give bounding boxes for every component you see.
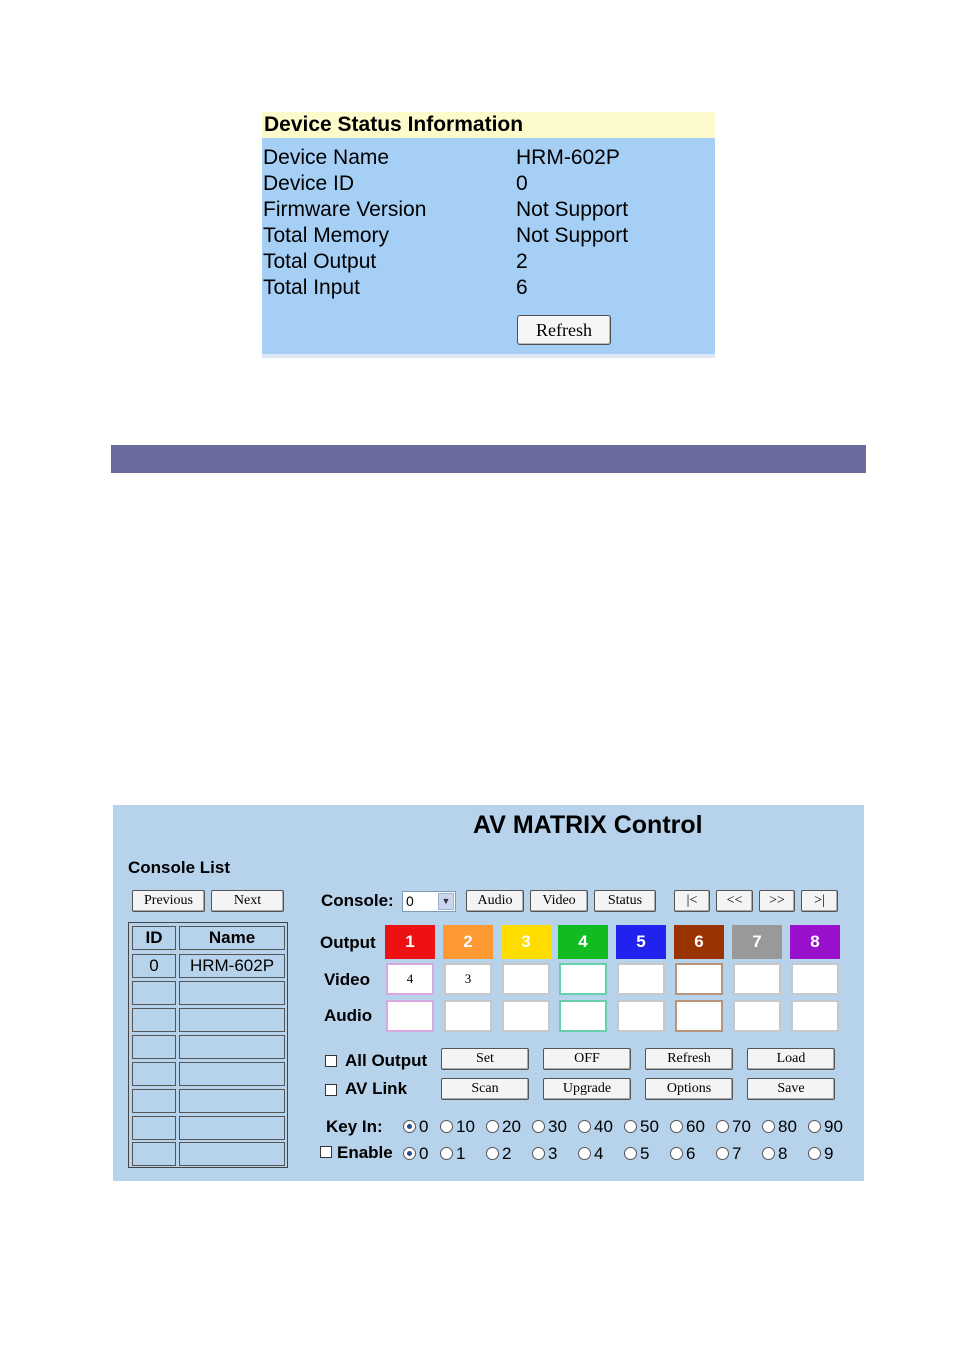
output-8-header[interactable]: 8 (790, 925, 840, 959)
console-row-id[interactable] (132, 981, 176, 1005)
key-in-tens-option: 40 (594, 1117, 613, 1136)
audio-row-label: Audio (324, 1006, 373, 1025)
key-in-tens-radio[interactable] (808, 1120, 821, 1133)
all-output-checkbox[interactable] (325, 1055, 337, 1067)
output-4-header[interactable]: 4 (558, 925, 608, 959)
console-row-id[interactable] (132, 1116, 176, 1140)
console-col-name: Name (179, 926, 285, 950)
key-in-ones-option: 7 (732, 1144, 742, 1163)
status-value: Not Support (516, 198, 629, 221)
key-in-ones-option: 6 (686, 1144, 696, 1163)
key-in-tens-radio[interactable] (624, 1120, 637, 1133)
key-in-ones-radio[interactable] (670, 1147, 683, 1160)
options-button[interactable]: Options (645, 1078, 733, 1100)
key-in-ones-option: 4 (594, 1144, 604, 1163)
console-row-id[interactable] (132, 1008, 176, 1032)
status-value: 0 (516, 172, 528, 195)
key-in-ones-option: 0 (419, 1144, 429, 1163)
console-list-table (128, 922, 288, 1168)
console-select-value: 0 (406, 893, 414, 909)
device-status-title: Device Status Information (262, 112, 715, 138)
key-in-ones-radio[interactable] (624, 1147, 637, 1160)
output-5-audio-input[interactable] (617, 1000, 665, 1032)
output-1-header[interactable]: 1 (385, 925, 435, 959)
chevron-down-icon[interactable]: ▼ (438, 893, 454, 910)
status-button[interactable]: Status (594, 890, 656, 912)
key-in-ones-radio[interactable] (440, 1147, 453, 1160)
enable-checkbox[interactable] (320, 1146, 332, 1158)
key-in-ones-option: 5 (640, 1144, 650, 1163)
console-row-name[interactable] (179, 1142, 285, 1166)
console-row-name[interactable]: HRM-602P (179, 954, 285, 978)
status-footer-line (262, 354, 715, 358)
next-page-button[interactable]: >> (759, 890, 795, 912)
output-4-audio-input[interactable] (559, 1000, 607, 1032)
console-list-title: Console List (128, 858, 231, 877)
key-in-tens-option: 20 (502, 1117, 521, 1136)
console-row-name[interactable] (179, 1008, 285, 1032)
key-in-tens-option: 30 (548, 1117, 567, 1136)
key-in-tens-option: 50 (640, 1117, 659, 1136)
key-in-tens-option: 90 (824, 1117, 843, 1136)
status-value: Not Support (516, 224, 629, 247)
key-in-ones-radio[interactable] (808, 1147, 821, 1160)
video-button[interactable]: Video (530, 890, 588, 912)
av-matrix-panel (113, 805, 864, 1181)
status-row-total-memory (262, 223, 715, 249)
output-2-audio-input[interactable] (444, 1000, 492, 1032)
status-label: Device Name (263, 146, 390, 169)
console-select[interactable] (402, 891, 456, 912)
console-col-id: ID (132, 926, 176, 950)
console-row-name[interactable] (179, 1062, 285, 1086)
console-row-id[interactable] (132, 1142, 176, 1166)
key-in-tens-option: 70 (732, 1117, 751, 1136)
refresh-button[interactable]: Refresh (645, 1048, 733, 1070)
status-label: Total Memory (263, 224, 390, 247)
off-button[interactable]: OFF (543, 1048, 631, 1070)
console-row-name[interactable] (179, 1035, 285, 1059)
console-row-id[interactable] (132, 1089, 176, 1113)
status-row-device-id (262, 171, 715, 197)
key-in-tens-radio[interactable] (578, 1120, 591, 1133)
key-in-tens-radio[interactable] (440, 1120, 453, 1133)
av-link-checkbox[interactable] (325, 1084, 337, 1096)
output-7-audio-input[interactable] (733, 1000, 781, 1032)
output-4-video-input[interactable] (559, 963, 607, 995)
output-5-video-input[interactable] (617, 963, 665, 995)
status-label: Device ID (263, 172, 355, 195)
scan-button[interactable]: Scan (441, 1078, 529, 1100)
upgrade-button[interactable]: Upgrade (543, 1078, 631, 1100)
status-label: Firmware Version (263, 198, 427, 221)
key-in-ones-option: 9 (824, 1144, 834, 1163)
load-button[interactable]: Load (747, 1048, 835, 1070)
console-row-id[interactable] (132, 1062, 176, 1086)
audio-button[interactable]: Audio (466, 890, 524, 912)
key-in-tens-option: 10 (456, 1117, 475, 1136)
console-row-name[interactable] (179, 981, 285, 1005)
output-7-header[interactable]: 7 (732, 925, 782, 959)
all-output-label: All Output (345, 1051, 428, 1070)
key-in-tens-option: 0 (419, 1117, 429, 1136)
output-1-video-input[interactable]: 4 (386, 963, 434, 995)
output-6-header[interactable]: 6 (674, 925, 724, 959)
key-in-ones-option: 2 (502, 1144, 512, 1163)
output-6-audio-input[interactable] (675, 1000, 723, 1032)
status-row-total-input (262, 275, 715, 301)
device-status-panel (262, 112, 715, 358)
output-2-video-input[interactable]: 3 (444, 963, 492, 995)
console-label: Console: (321, 891, 394, 910)
set-button[interactable]: Set (441, 1048, 529, 1070)
status-value: 6 (516, 276, 528, 299)
key-in-ones-radio[interactable] (486, 1147, 499, 1160)
key-in-tens-option: 80 (778, 1117, 797, 1136)
key-in-tens-radio[interactable] (716, 1120, 729, 1133)
status-row-firmware-version (262, 197, 715, 223)
console-row-id[interactable]: 0 (132, 954, 176, 978)
status-label: Total Input (263, 276, 360, 299)
output-3-video-input[interactable] (502, 963, 550, 995)
console-next-button[interactable]: Next (211, 890, 284, 912)
key-in-ones-radio[interactable] (578, 1147, 591, 1160)
last-page-button[interactable]: >| (801, 890, 838, 912)
video-row-label: Video (324, 970, 370, 989)
av-link-label: AV Link (345, 1079, 408, 1098)
console-row-id[interactable] (132, 1035, 176, 1059)
key-in-ones-option: 1 (456, 1144, 466, 1163)
output-8-video-input[interactable] (791, 963, 839, 995)
output-3-header[interactable]: 3 (501, 925, 551, 959)
key-in-ones-option: 8 (778, 1144, 788, 1163)
output-7-video-input[interactable] (733, 963, 781, 995)
output-3-audio-input[interactable] (502, 1000, 550, 1032)
matrix-title: AV MATRIX Control (473, 811, 703, 839)
output-5-header[interactable]: 5 (616, 925, 666, 959)
key-in-tens-radio[interactable] (670, 1120, 683, 1133)
output-6-video-input[interactable] (675, 963, 723, 995)
key-in-tens-option: 60 (686, 1117, 705, 1136)
console-row-name[interactable] (179, 1089, 285, 1113)
key-in-label: Key In: (326, 1117, 383, 1136)
enable-label: Enable (337, 1143, 393, 1162)
status-row-total-output (262, 249, 715, 275)
key-in-tens-radio[interactable] (532, 1120, 545, 1133)
section-divider-bar (111, 445, 866, 473)
status-label: Total Output (263, 250, 377, 273)
key-in-tens-radio[interactable] (486, 1120, 499, 1133)
key-in-ones-option: 3 (548, 1144, 558, 1163)
console-row-name[interactable] (179, 1116, 285, 1140)
save-button[interactable]: Save (747, 1078, 835, 1100)
status-value: 2 (516, 250, 528, 273)
output-label: Output (320, 933, 376, 952)
output-2-header[interactable]: 2 (443, 925, 493, 959)
status-row-device-name (262, 145, 715, 171)
key-in-ones-radio[interactable] (716, 1147, 729, 1160)
key-in-ones-radio[interactable] (532, 1147, 545, 1160)
console-previous-button[interactable]: Previous (132, 890, 205, 912)
status-value: HRM-602P (516, 146, 620, 169)
output-8-audio-input[interactable] (791, 1000, 839, 1032)
prev-page-button[interactable]: << (716, 890, 753, 912)
key-in-tens-radio[interactable] (762, 1120, 775, 1133)
first-page-button[interactable]: |< (674, 890, 710, 912)
key-in-ones-radio[interactable] (762, 1147, 775, 1160)
status-refresh-button[interactable]: Refresh (517, 315, 611, 345)
key-in-ones-radio[interactable] (403, 1147, 416, 1160)
key-in-tens-radio[interactable] (403, 1120, 416, 1133)
output-1-audio-input[interactable] (386, 1000, 434, 1032)
